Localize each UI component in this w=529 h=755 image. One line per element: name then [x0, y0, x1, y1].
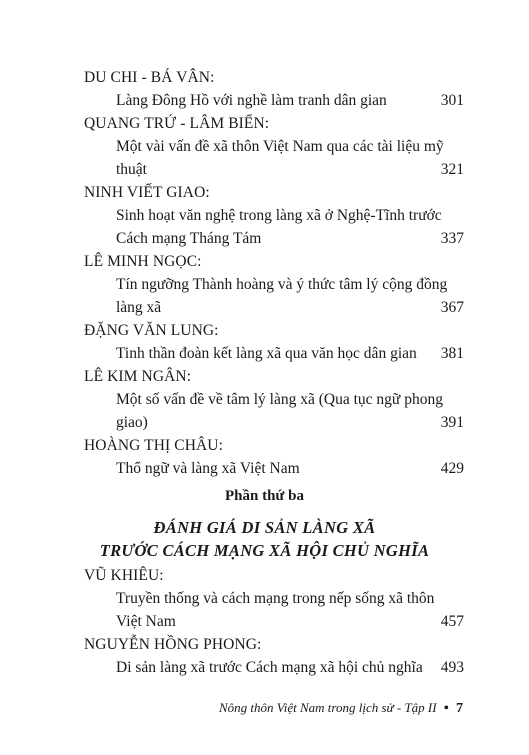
footer-bullet: • [443, 701, 449, 716]
toc-entry [84, 365, 464, 434]
toc-title-line: Cách mạng Tháng Tám [116, 230, 262, 247]
toc-author: LÊ KIM NGÂN: [84, 368, 192, 385]
toc-page: 321 [440, 161, 464, 178]
toc-entry [84, 250, 464, 319]
toc-page: 367 [440, 299, 464, 316]
toc-author: ĐẶNG VĂN LUNG: [84, 322, 219, 339]
toc-title-line: giao) [116, 414, 148, 431]
toc-page: 391 [440, 414, 464, 431]
toc-entry [84, 319, 464, 365]
toc-entry [84, 66, 464, 112]
toc-page: 429 [440, 460, 464, 477]
toc-title-line: Tín ngưỡng Thành hoàng và ý thức tâm lý cộng đồng [116, 276, 448, 293]
toc-page: 381 [440, 345, 464, 362]
toc-page: 493 [440, 659, 464, 676]
toc-entry [84, 633, 464, 679]
toc-list-upper [84, 66, 464, 480]
toc-page: 337 [440, 230, 464, 247]
toc-title: Tinh thần đoàn kết làng xã qua văn học dân gian [116, 345, 417, 362]
part-label: Phần thứ ba [224, 488, 305, 504]
toc-page: 457 [440, 613, 464, 630]
toc-author: QUANG TRỨ - LÂM BIỂN: [84, 115, 270, 132]
toc-title-line: Sinh hoạt văn nghệ trong làng xã ở Nghệ-Tĩnh trước [116, 207, 442, 224]
toc-author: DU CHI - BÁ VÂN: [84, 69, 215, 86]
toc-entry [84, 112, 464, 181]
toc-list-lower [84, 564, 464, 679]
page-footer [219, 700, 463, 717]
toc-title-line: Việt Nam [116, 613, 176, 630]
toc-title: Thổ ngữ và làng xã Việt Nam [116, 460, 300, 477]
toc-title-line: Một số vấn đề về tâm lý làng xã (Qua tục ngữ phong [116, 391, 443, 408]
page-number: 7 [456, 701, 463, 716]
part-heading [0, 484, 529, 562]
part-title-line-1: ĐÁNH GIÁ DI SẢN LÀNG XÃ [153, 518, 376, 537]
toc-author: VŨ KHIÊU: [84, 567, 164, 584]
running-footer-title: Nông thôn Việt Nam trong lịch sử - Tập II [218, 700, 437, 715]
toc-entry [84, 181, 464, 250]
toc-author: NGUYỄN HỒNG PHONG: [84, 636, 262, 653]
toc-author: LÊ MINH NGỌC: [84, 253, 202, 270]
toc-author: NINH VIẾT GIAO: [84, 184, 210, 201]
toc-title-line: Một vài vấn đề xã thôn Việt Nam qua các tài liệu mỹ [116, 138, 444, 155]
toc-title-line: thuật [116, 161, 147, 178]
toc-entry [84, 434, 464, 480]
toc-title: Di sản làng xã trước Cách mạng xã hội chủ nghĩa [116, 659, 423, 676]
part-title-line-2: TRƯỚC CÁCH MẠNG XÃ HỘI CHỦ NGHĨA [99, 541, 430, 560]
toc-entry [84, 564, 464, 633]
toc-title-line: Truyền thống và cách mạng trong nếp sống xã thôn [116, 590, 435, 607]
toc-page: 301 [440, 92, 464, 109]
toc-title: Làng Đông Hồ với nghề làm tranh dân gian [116, 92, 387, 109]
toc-title-line: làng xã [116, 299, 162, 316]
toc-author: HOÀNG THỊ CHÂU: [84, 437, 223, 454]
